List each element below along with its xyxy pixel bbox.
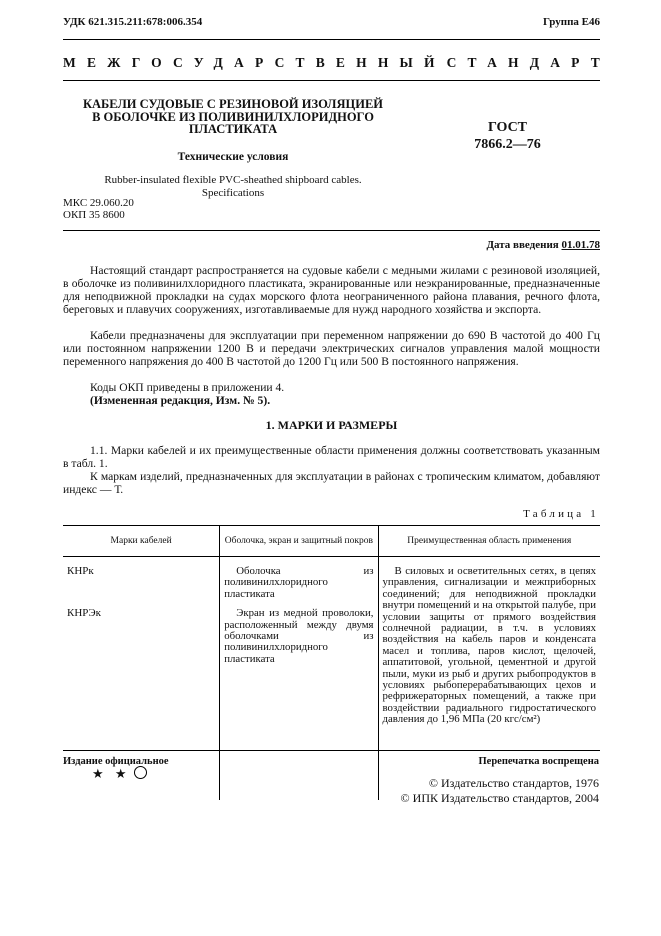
circle-icon	[134, 766, 147, 779]
copyright-block	[401, 776, 599, 806]
banner-word-2: СТАНДАРТ	[446, 55, 611, 70]
intro-date-value: 01.01.78	[561, 239, 600, 251]
table-header-cell: Преимущественная область применения	[378, 526, 600, 557]
copyright-line: © ИПК Издательство стандартов, 2004	[400, 791, 599, 805]
title-line: КАБЕЛИ СУДОВЫЕ С РЕЗИНОВОЙ ИЗОЛЯЦИЕЙ	[82, 97, 384, 111]
document-title	[63, 98, 403, 136]
copyright-line: © Издательство стандартов, 1976	[428, 776, 599, 790]
table-header-cell: Оболочка, экран и защитный покров	[220, 526, 378, 557]
gost-number: 7866.2—76	[474, 137, 541, 152]
group-code: Группа Е46	[542, 16, 600, 28]
amendment-note: (Измененная редакция, Изм. № 5).	[90, 394, 271, 407]
application-area: В силовых и осветительных сетях, в цепях управления, сигнализации и межприборных соединений; для неподвижной прокладки внутри помещений и на открытой палубе, при условии защиты от прямого воздействия солнечной радиации, в т.ч. в условиях воздействия на кабель паров и конденсата масел и топлива, паров кислот, щелочей, аппатитовой, угольной, цементной и другой пыли, муки из рыб и других рыбопродуктов в условиях рыбоперерабатывающих цехов и рефрижераторных помещений, а также при воздействии радиального гидростатического давления до 1,96 МПа (20 кгс/см²)	[378, 557, 600, 801]
okp-code: ОКП 35 8600	[63, 209, 125, 221]
body-paragraph: Коды ОКП приведены в приложении 4.	[90, 381, 285, 394]
title-line: ПЛАСТИКАТА	[188, 122, 278, 136]
official-edition: Издание официальное	[63, 756, 169, 767]
cable-mark: КНРЭк	[67, 607, 102, 620]
gost-label: ГОСТ	[487, 120, 528, 135]
document-subtitle: Технические условия	[177, 151, 289, 163]
english-title-line: Specifications	[201, 187, 265, 199]
body-paragraph: Кабели предназначены для эксплуатации при переменном напряжении до 690 В частотой до 400 Гц или постоянном напряжении 1200 В и передачи электрических сигналов управления малой мощности переменного напряжения до 400 В частотой до 1200 Гц или 500 В постоянного напряжения.	[63, 329, 600, 368]
body-paragraph: 1.1. Марки кабелей и их преимущественные области применения должны соответствовать указанным в табл. 1.	[63, 444, 600, 470]
table-row	[63, 557, 600, 601]
udk-code: УДК 621.315.211:678:006.354	[63, 16, 203, 28]
reprint-prohibited: Перепечатка воспрещена	[478, 756, 599, 767]
table-header-cell: Марки кабелей	[63, 526, 220, 557]
star-icon: ★ ★	[92, 766, 131, 781]
banner-divider	[63, 80, 600, 81]
top-divider	[63, 39, 600, 40]
section-heading: 1. МАРКИ И РАЗМЕРЫ	[265, 418, 398, 432]
mks-code: МКС 29.060.20	[63, 197, 134, 209]
english-title-line: Rubber-insulated flexible PVC-sheathed shipboard cables.	[104, 174, 362, 186]
sheath-description: Экран из медной проволоки, расположенный между двумя оболочками из поливинилхлоридного пластиката	[220, 600, 378, 800]
body-paragraph: К маркам изделий, предназначенных для эксплуатации в районах с тропическим климатом, добавляют индекс — Т.	[63, 470, 600, 496]
title-line: В ОБОЛОЧКЕ ИЗ ПОЛИВИНИЛХЛОРИДНОГО	[92, 109, 374, 124]
footer-divider	[63, 750, 600, 751]
sheath-description: Оболочка из поливинилхлоридного пластиката	[220, 557, 378, 601]
intro-date-label: Дата введения	[486, 239, 559, 251]
date-divider	[63, 230, 600, 231]
body-paragraph: Настоящий стандарт распространяется на судовые кабели с медными жилами с резиновой изоляцией, в оболочке из поливинилхлоридного пластиката, экранированные или неэкранированные, предназначенные для неподвижной прокладки на судах морского флота неограниченного района плавания, речного флота, береговых и плавучих сооружениях, изготавливаемые для нужд народного хозяйства и экспорта.	[63, 264, 600, 316]
banner-word-1: МЕЖГОСУДАРСТВЕННЫЙ	[63, 55, 446, 70]
edition-marks	[92, 766, 147, 782]
introduction-date	[486, 239, 600, 251]
classification-codes	[63, 197, 134, 221]
cable-mark: КНРк	[67, 565, 94, 577]
interstate-standard-banner	[63, 55, 611, 71]
table-caption: Таблица 1	[523, 508, 599, 520]
gost-designation	[460, 119, 555, 153]
